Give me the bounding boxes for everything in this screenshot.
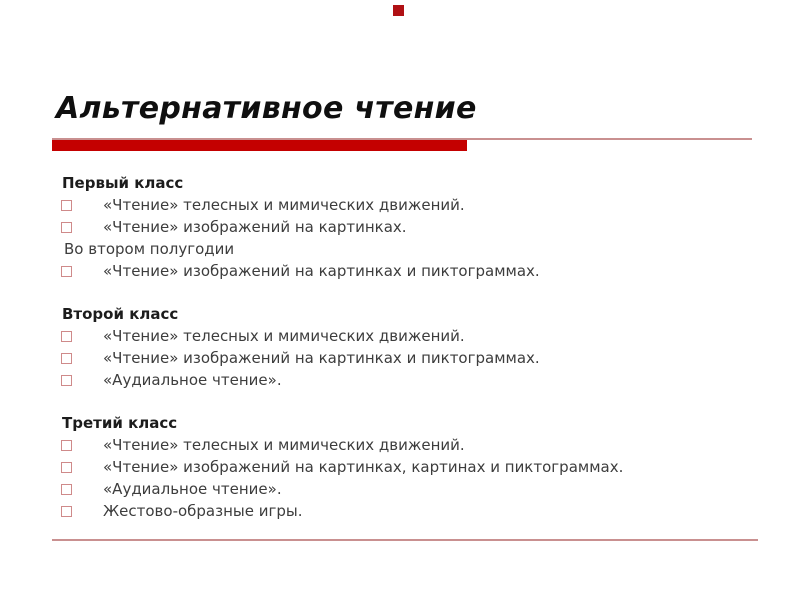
section-heading: Третий класс xyxy=(62,414,178,432)
list-item xyxy=(60,500,760,522)
list-item-text: «Чтение» телесных и мимических движений. xyxy=(103,436,465,454)
square-bullet-icon xyxy=(61,222,72,233)
footer-line xyxy=(52,539,758,541)
square-bullet-icon xyxy=(61,440,72,451)
list-item xyxy=(60,216,760,238)
section-third-grade xyxy=(60,412,760,522)
list-item-text: «Аудиальное чтение». xyxy=(103,480,282,498)
list-item xyxy=(60,260,760,282)
list-item-text: Во втором полугодии xyxy=(64,240,235,258)
square-bullet-icon xyxy=(61,484,72,495)
list-item xyxy=(60,456,760,478)
square-bullet-icon xyxy=(61,506,72,517)
list-item xyxy=(60,194,760,216)
list-item xyxy=(60,325,760,347)
square-bullet-icon xyxy=(61,353,72,364)
square-bullet-icon xyxy=(61,462,72,473)
section-heading: Второй класс xyxy=(62,305,179,323)
list-item xyxy=(60,347,760,369)
section-heading: Первый класс xyxy=(62,174,184,192)
list-item xyxy=(60,369,760,391)
list-item-no-bullet xyxy=(60,238,760,260)
list-item-text: Жестово-образные игры. xyxy=(103,502,303,520)
list-item-text: «Чтение» изображений на картинках и пиктограммах. xyxy=(103,262,540,280)
list-item xyxy=(60,434,760,456)
list-item-text: «Чтение» телесных и мимических движений. xyxy=(103,196,465,214)
slide-body xyxy=(60,172,760,543)
section-second-grade xyxy=(60,303,760,391)
square-bullet-icon xyxy=(61,331,72,342)
square-bullet-icon xyxy=(61,375,72,386)
slide-title: Альтернативное чтение xyxy=(56,91,477,126)
square-bullet-icon xyxy=(61,200,72,211)
list-item-text: «Чтение» изображений на картинках и пиктограммах. xyxy=(103,349,540,367)
top-accent-square xyxy=(393,5,404,16)
title-underline-bar xyxy=(52,140,467,151)
list-item-text: «Чтение» изображений на картинках, картинах и пиктограммах. xyxy=(103,458,624,476)
square-bullet-icon xyxy=(61,266,72,277)
list-item-text: «Чтение» телесных и мимических движений. xyxy=(103,327,465,345)
list-item xyxy=(60,478,760,500)
section-first-grade xyxy=(60,172,760,282)
list-item-text: «Аудиальное чтение». xyxy=(103,371,282,389)
list-item-text: «Чтение» изображений на картинках. xyxy=(103,218,407,236)
